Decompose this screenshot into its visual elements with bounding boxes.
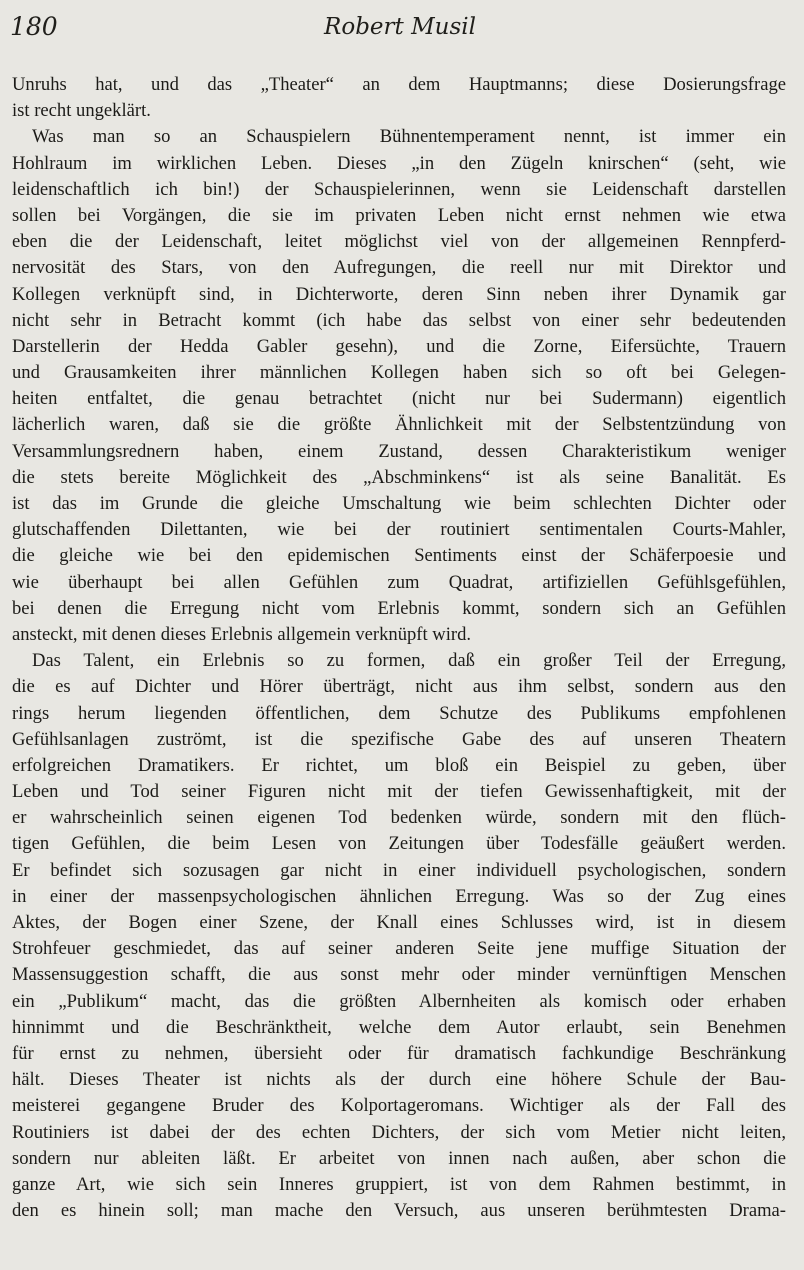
text-line: Was man so an Schauspielern Bühnentemperament nennt, ist immer ein	[32, 126, 786, 148]
text-line: sondern nur ableiten läßt. Er arbeitet von innen nach außen, aber schon die	[12, 1147, 786, 1169]
text-line: die gleiche wie bei den epidemischen Sentiments einst der Schäferpoesie und	[12, 545, 786, 567]
running-head: Robert Musil	[324, 14, 476, 40]
text-line: wie überhaupt bei allen Gefühlen zum Quadrat, artifiziellen Gefühlsgefühlen,	[12, 571, 786, 593]
text-line: nervosität des Stars, von den Aufregungen, die reell nur mit Direktor und	[12, 257, 786, 279]
text-line: Aktes, der Bogen einer Szene, der Knall eines Schlusses wird, ist in diesem	[12, 912, 786, 933]
text-line: nicht sehr in Betracht kommt (ich habe das selbst von einer sehr bedeutenden	[12, 309, 786, 331]
page-number: 180	[10, 12, 58, 41]
text-line: meisterei gegangene Bruder des Kolportageromans. Wichtiger als der Fall des	[12, 1095, 786, 1117]
body-text	[12, 72, 786, 1224]
text-line: erfolgreichen Dramatikers. Er richtet, um bloß ein Beispiel zu geben, über	[12, 754, 786, 776]
text-line: Versammlungsrednern haben, einem Zustand, dessen Charakteristikum weniger	[12, 440, 786, 462]
text-line: tigen Gefühlen, die beim Lesen von Zeitungen über Todesfälle geäußert werden.	[12, 833, 786, 855]
paragraph	[12, 648, 786, 1224]
text-line: für ernst zu nehmen, übersieht oder für dramatisch fachkundige Beschränkung	[12, 1042, 786, 1064]
text-line: Gefühlsanlagen zuströmt, ist die spezifische Gabe des auf unseren Theatern	[12, 728, 786, 750]
text-line: hinnimmt und die Beschränktheit, welche dem Autor erlaubt, sein Benehmen	[12, 1016, 786, 1038]
page-header	[10, 10, 790, 46]
text-line: hält. Dieses Theater ist nichts als der durch eine höhere Schule der Bau-	[12, 1069, 786, 1091]
text-line: bei denen die Erregung nicht vom Erlebnis kommt, sondern sich an Gefühlen	[12, 597, 786, 619]
text-line: lächerlich waren, daß sie die größte Ähnlichkeit mit der Selbstentzündung von	[12, 414, 786, 436]
text-line: ansteckt, mit denen dieses Erlebnis allgemein verknüpft wird.	[12, 623, 472, 645]
text-line: leidenschaftlich ich bin!) der Schauspielerinnen, wenn sie Leidenschaft darstellen	[12, 178, 786, 200]
text-line: in einer der massenpsychologischen ähnlichen Erregung. Was so der Zug eines	[12, 885, 786, 907]
text-line: ist das im Grunde die gleiche Umschaltung wie beim schlechten Dichter oder	[12, 493, 786, 514]
text-line: Kollegen verknüpft sind, in Dichterworte, deren Sinn neben ihrer Dynamik gar	[12, 283, 786, 305]
text-line: Strohfeuer geschmiedet, das auf seiner anderen Seite jene muffige Situation der	[12, 938, 786, 960]
text-line: sollen bei Vorgängen, die sie im privaten Leben nicht ernst nehmen wie etwa	[12, 204, 786, 226]
text-line: den es hinein soll; man mache den Versuch, aus unseren berühmtesten Drama-	[12, 1200, 786, 1222]
text-line: Unruhs hat, und das „Theater“ an dem Hauptmanns; diese Dosierungsfrage	[12, 74, 786, 95]
text-line: er wahrscheinlich seinen eigenen Tod bedenken würde, sondern mit den flüch-	[12, 807, 786, 829]
paragraph	[12, 72, 786, 124]
text-line: Leben und Tod seiner Figuren nicht mit der tiefen Gewissenhaftigkeit, mit der	[12, 781, 786, 803]
text-line: heiten entfaltet, die genau betrachtet (nicht nur bei Sudermann) eigentlich	[12, 388, 786, 410]
text-line: Routiniers ist dabei der des echten Dichters, der sich vom Metier nicht leiten,	[12, 1121, 786, 1143]
text-line: ein „Publikum“ macht, das die größten Albernheiten als komisch oder erhaben	[12, 990, 786, 1012]
text-line: und Grausamkeiten ihrer männlichen Kollegen haben sich so oft bei Gelegen-	[12, 362, 786, 384]
text-line: Hohlraum im wirklichen Leben. Dieses „in den Zügeln knirschen“ (seht, wie	[12, 152, 786, 174]
text-line: Massensuggestion schafft, die aus sonst mehr oder minder vernünftigen Menschen	[12, 964, 786, 986]
text-line: glutschaffenden Dilettanten, wie bei der routiniert sentimentalen Courts-Mahler,	[12, 519, 786, 541]
text-line: rings herum liegenden öffentlichen, dem Schutze des Publikums empfohlenen	[12, 702, 786, 724]
text-line: ganze Art, wie sich sein Inneres gruppiert, ist von dem Rahmen bestimmt, in	[12, 1173, 786, 1195]
text-line: die es auf Dichter und Hörer überträgt, nicht aus ihm selbst, sondern aus den	[12, 676, 786, 698]
text-line: eben die der Leidenschaft, leitet möglichst viel von der allgemeinen Rennpferd-	[12, 231, 786, 253]
text-line: ist recht ungeklärt.	[12, 100, 151, 122]
text-line: Darstellerin der Hedda Gabler gesehn), und die Zorne, Eifersüchte, Trauern	[12, 335, 786, 357]
text-line: Das Talent, ein Erlebnis so zu formen, daß ein großer Teil der Erregung,	[32, 650, 786, 672]
text-line: Er befindet sich sozusagen gar nicht in einer individuell psychologischen, sondern	[12, 859, 786, 881]
paragraph	[12, 124, 786, 648]
text-line: die stets bereite Möglichkeit des „Abschminkens“ ist als seine Banalität. Es	[12, 466, 786, 488]
